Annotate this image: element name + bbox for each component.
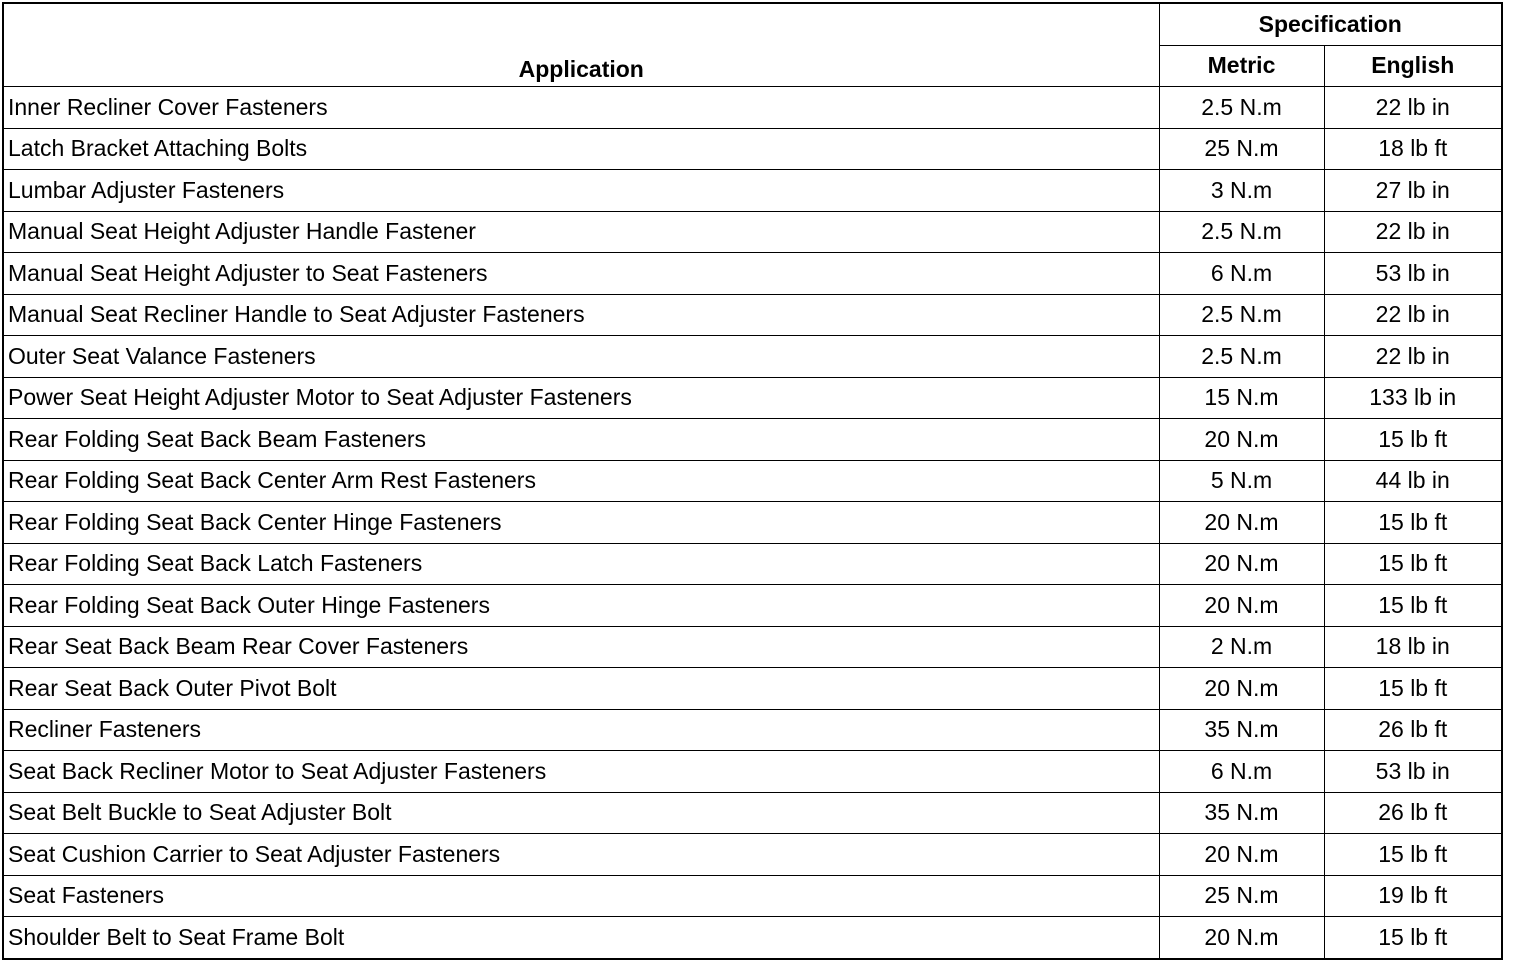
english-cell: 44 lb in [1324, 460, 1502, 502]
english-cell: 27 lb in [1324, 170, 1502, 212]
application-cell: Manual Seat Recliner Handle to Seat Adjuster Fasteners [3, 294, 1159, 336]
table-row [3, 128, 1502, 170]
english-cell: 18 lb in [1324, 626, 1502, 668]
application-cell: Rear Seat Back Beam Rear Cover Fasteners [3, 626, 1159, 668]
table-row [3, 585, 1502, 627]
english-cell: 15 lb ft [1324, 668, 1502, 710]
application-cell: Manual Seat Height Adjuster to Seat Fasteners [3, 253, 1159, 295]
metric-cell: 2.5 N.m [1159, 336, 1324, 378]
metric-cell: 20 N.m [1159, 834, 1324, 876]
table-row [3, 294, 1502, 336]
application-cell: Rear Seat Back Outer Pivot Bolt [3, 668, 1159, 710]
table-body [3, 87, 1502, 959]
english-cell: 19 lb ft [1324, 875, 1502, 917]
table-row [3, 834, 1502, 876]
english-cell: 22 lb in [1324, 211, 1502, 253]
english-cell: 26 lb ft [1324, 792, 1502, 834]
english-cell: 18 lb ft [1324, 128, 1502, 170]
application-cell: Seat Fasteners [3, 875, 1159, 917]
table-row [3, 502, 1502, 544]
metric-cell: 2 N.m [1159, 626, 1324, 668]
application-cell: Rear Folding Seat Back Latch Fasteners [3, 543, 1159, 585]
metric-cell: 2.5 N.m [1159, 294, 1324, 336]
application-column-header: Application [3, 3, 1159, 87]
metric-cell: 5 N.m [1159, 460, 1324, 502]
english-cell: 22 lb in [1324, 336, 1502, 378]
application-cell: Rear Folding Seat Back Outer Hinge Fasteners [3, 585, 1159, 627]
metric-cell: 3 N.m [1159, 170, 1324, 212]
table-row [3, 626, 1502, 668]
application-cell: Lumbar Adjuster Fasteners [3, 170, 1159, 212]
metric-cell: 25 N.m [1159, 128, 1324, 170]
metric-cell: 20 N.m [1159, 502, 1324, 544]
table-row [3, 336, 1502, 378]
english-cell: 15 lb ft [1324, 419, 1502, 461]
table-row [3, 87, 1502, 129]
application-cell: Outer Seat Valance Fasteners [3, 336, 1159, 378]
metric-cell: 20 N.m [1159, 543, 1324, 585]
application-cell: Seat Back Recliner Motor to Seat Adjuster Fasteners [3, 751, 1159, 793]
table-row [3, 377, 1502, 419]
table-header [3, 3, 1502, 87]
table-row [3, 543, 1502, 585]
english-cell: 15 lb ft [1324, 585, 1502, 627]
metric-cell: 20 N.m [1159, 668, 1324, 710]
english-column-header: English [1324, 45, 1502, 87]
table-row [3, 917, 1502, 959]
metric-cell: 20 N.m [1159, 585, 1324, 627]
table-row [3, 211, 1502, 253]
metric-cell: 2.5 N.m [1159, 211, 1324, 253]
metric-cell: 35 N.m [1159, 709, 1324, 751]
application-cell: Power Seat Height Adjuster Motor to Seat Adjuster Fasteners [3, 377, 1159, 419]
table-row [3, 668, 1502, 710]
table-row [3, 419, 1502, 461]
english-cell: 53 lb in [1324, 253, 1502, 295]
english-cell: 15 lb ft [1324, 917, 1502, 959]
english-cell: 15 lb ft [1324, 502, 1502, 544]
application-cell: Rear Folding Seat Back Beam Fasteners [3, 419, 1159, 461]
metric-column-header: Metric [1159, 45, 1324, 87]
application-cell: Seat Belt Buckle to Seat Adjuster Bolt [3, 792, 1159, 834]
table-row [3, 792, 1502, 834]
english-cell: 15 lb ft [1324, 834, 1502, 876]
table-row [3, 709, 1502, 751]
english-cell: 133 lb in [1324, 377, 1502, 419]
application-cell: Shoulder Belt to Seat Frame Bolt [3, 917, 1159, 959]
table-row [3, 170, 1502, 212]
table-row [3, 460, 1502, 502]
application-cell: Rear Folding Seat Back Center Hinge Fasteners [3, 502, 1159, 544]
application-cell: Recliner Fasteners [3, 709, 1159, 751]
application-cell: Rear Folding Seat Back Center Arm Rest Fasteners [3, 460, 1159, 502]
english-cell: 53 lb in [1324, 751, 1502, 793]
table-row [3, 875, 1502, 917]
english-cell: 26 lb ft [1324, 709, 1502, 751]
metric-cell: 15 N.m [1159, 377, 1324, 419]
metric-cell: 20 N.m [1159, 917, 1324, 959]
english-cell: 22 lb in [1324, 87, 1502, 129]
metric-cell: 6 N.m [1159, 253, 1324, 295]
application-cell: Seat Cushion Carrier to Seat Adjuster Fasteners [3, 834, 1159, 876]
header-row-top [3, 3, 1502, 45]
table-row [3, 253, 1502, 295]
application-cell: Manual Seat Height Adjuster Handle Fastener [3, 211, 1159, 253]
fastener-torque-spec-table [2, 2, 1503, 960]
metric-cell: 6 N.m [1159, 751, 1324, 793]
english-cell: 22 lb in [1324, 294, 1502, 336]
metric-cell: 2.5 N.m [1159, 87, 1324, 129]
metric-cell: 35 N.m [1159, 792, 1324, 834]
metric-cell: 20 N.m [1159, 419, 1324, 461]
metric-cell: 25 N.m [1159, 875, 1324, 917]
table-row [3, 751, 1502, 793]
specification-group-header: Specification [1159, 3, 1502, 45]
application-cell: Inner Recliner Cover Fasteners [3, 87, 1159, 129]
english-cell: 15 lb ft [1324, 543, 1502, 585]
application-cell: Latch Bracket Attaching Bolts [3, 128, 1159, 170]
